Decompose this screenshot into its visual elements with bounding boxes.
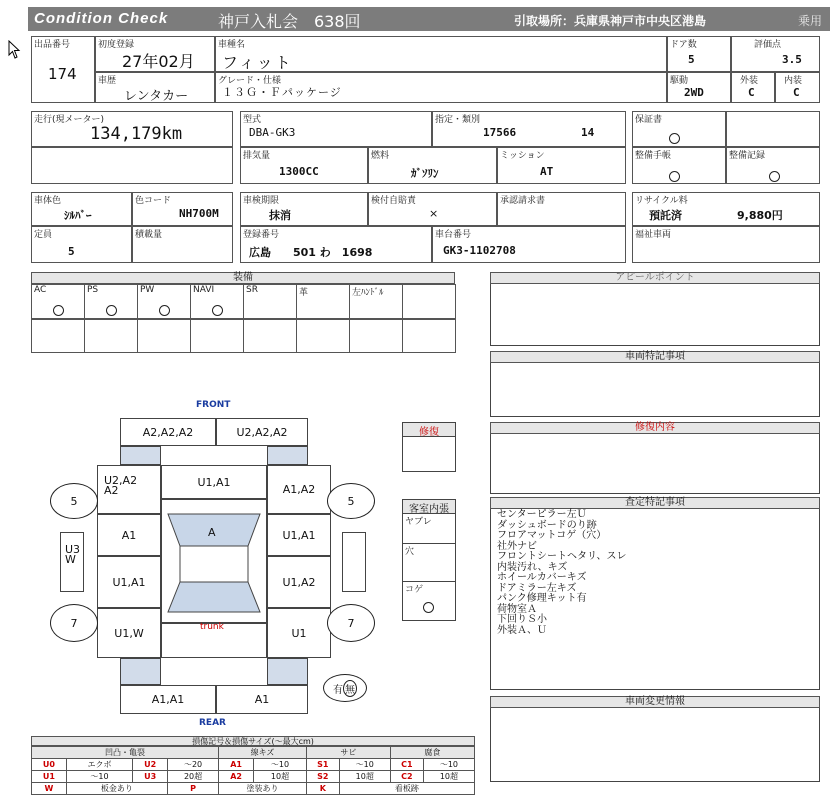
recycle-cell: リサイクル料 預託済 9,880円 (632, 192, 820, 226)
spare-tire (323, 674, 367, 702)
hood: U1,A1 (161, 465, 267, 499)
front-bumper-left: A2,A2,A2 (120, 418, 216, 446)
rear-left-quarter: U1,W (97, 608, 161, 658)
rear-left-door: U1,A1 (97, 556, 161, 608)
capacity-value: 5 (68, 245, 75, 258)
chassis-value: GK3-1102708 (443, 244, 516, 257)
change-info-title: 車両変更情報 (490, 696, 820, 708)
displacement-cell: 排気量 1300CC (240, 147, 368, 184)
grade-cell: グレード・仕様 １３Ｇ・Ｆパッケージ (215, 72, 667, 103)
lot-cell: 出品番号 174 (31, 36, 95, 103)
mouse-cursor-icon (8, 40, 22, 60)
rear-label: REAR (199, 718, 226, 728)
inspection-value: 抹消 (269, 209, 291, 222)
model-name: フィット (222, 53, 293, 72)
interior-cell: 内装 C (775, 72, 820, 103)
equipment-cell (402, 284, 456, 319)
model-cell: 車種名 フィット (215, 36, 667, 72)
rear-bumper-right: A1 (216, 685, 308, 714)
equipment-cell (243, 284, 297, 319)
rear-right-quarter: U1 (267, 608, 331, 658)
manual-present-icon (669, 171, 680, 182)
special-notes-title: 車両特記事項 (490, 351, 820, 363)
equipment-label: SR (246, 285, 258, 295)
manual-cell: 整備手帳 (632, 147, 726, 184)
equipment-cell (84, 284, 138, 319)
wheel-rear-left: 7 (50, 604, 98, 642)
approval-cell: 承認請求書 (497, 192, 626, 226)
inspector-note: ダッシュボードのり跡 (497, 519, 597, 531)
interior-burn-label: コゲ (405, 585, 424, 595)
appeal-title: アピールポイント (490, 272, 820, 284)
inspector-note: 外装Ａ、Ｕ (497, 624, 547, 636)
equipment-extra-cell (31, 319, 85, 353)
warranty-present-icon (669, 133, 680, 144)
equipment-cell (349, 284, 403, 319)
legend-table (31, 746, 475, 795)
roof-damage: A (208, 526, 216, 539)
insurance-cell: 検付自賠責 × (368, 192, 497, 226)
fuel-value: ｶﾞｿﾘﾝ (411, 167, 439, 180)
headlight-right (267, 446, 308, 465)
equipment-extra-cell (296, 319, 350, 353)
equipment-extra-cell (402, 319, 456, 353)
front-left-door: A1 (97, 514, 161, 556)
drive-cell: 駆動 2WD (667, 72, 731, 103)
color-code-cell: 色コード NH700M (132, 192, 233, 226)
spec-model-number: 17566 (483, 126, 517, 139)
interior-box (402, 499, 456, 621)
inspector-note: フロントシートヘタリ、スレ (497, 551, 627, 562)
displacement-value: 1300CC (279, 165, 319, 178)
trunk-label: trunk (200, 622, 224, 632)
wheel-front-left: 5 (50, 483, 98, 519)
damage-legend (31, 736, 475, 795)
appeal-box (490, 272, 820, 346)
mileage-cell: 走行(現メーター) 134,179km (31, 111, 233, 147)
wheel-rear-right: 7 (327, 604, 375, 642)
front-right-fender: A1,A2 (267, 465, 331, 514)
equipment-extra-cell (349, 319, 403, 353)
inspection-cell: 車検期限 抹消 (240, 192, 368, 226)
welfare-cell: 福祉車両 (632, 226, 820, 263)
equipment-label: PS (87, 285, 99, 295)
plate-cell: 登録番号 広島 501 わ 1698 (240, 226, 432, 263)
pickup-location: 引取場所：兵庫県神戸市中央区港島 (514, 14, 707, 28)
color-value: ｼﾙﾊﾞｰ (64, 209, 92, 222)
front-right-door: U1,A1 (267, 514, 331, 556)
equipment-cell (190, 284, 244, 319)
inspector-notes-list (497, 510, 627, 636)
recycle-status: 預託済 (649, 209, 682, 222)
equipment-label: 左ﾊﾝﾄﾞﾙ (352, 288, 384, 298)
warranty-extra-cell (726, 111, 820, 147)
cabin (161, 499, 267, 623)
capacity-cell: 定員 5 (31, 226, 132, 263)
color-code-value: NH700M (179, 207, 219, 220)
rear-bumper-left: A1,A1 (120, 685, 216, 714)
inspector-note: フロアマットコゲ（穴） (497, 530, 607, 541)
fuel-cell: 燃料 ｶﾞｿﾘﾝ (368, 147, 497, 184)
equipment-present-icon (159, 305, 170, 316)
load-cell: 積載量 (132, 226, 233, 263)
type-cell: 型式 DBA-GK3 (240, 111, 432, 147)
burn-present-icon (423, 602, 434, 613)
plate-value: 広島 501 わ 1698 (249, 246, 373, 259)
equipment-present-icon (212, 305, 223, 316)
equipment-extra-cell (190, 319, 244, 353)
right-side-step (342, 532, 366, 592)
wheel-front-right: 5 (327, 483, 375, 519)
legend-row-2: U1 〜10 U3 20超 A2 10超 S2 10超 C2 10超 (32, 771, 475, 783)
equipment-cell (296, 284, 350, 319)
inspector-note: パンク修理キット有 (497, 593, 587, 604)
type-value: DBA-GK3 (249, 126, 296, 139)
trunk-lid (161, 623, 267, 658)
taillight-right (267, 658, 308, 685)
inspector-notes-title: 査定特記事項 (490, 497, 820, 509)
mileage-note-cell (31, 147, 233, 184)
score-cell: 評価点 3.5 (731, 36, 820, 72)
inspector-note: センターピラー左Ｕ (497, 509, 587, 520)
history-cell: 車歴 レンタカー (95, 72, 215, 103)
inspector-note: ドアミラー左キズ (497, 582, 577, 594)
grade-value: １３Ｇ・Ｆパッケージ (222, 86, 342, 99)
legend-title: 損傷記号＆損傷サイズ(〜最大cm) (31, 736, 475, 746)
record-present-icon (769, 171, 780, 182)
vehicle-category: 乗用 (797, 14, 822, 28)
equipment-cell (31, 284, 85, 319)
auction-title: 神戸入札会 638回 (218, 12, 361, 31)
legend-row-1: U0 エクボ U2 〜20 A1 〜10 S1 〜10 C1 〜10 (32, 759, 475, 771)
doors-value: 5 (688, 53, 695, 66)
inspector-note: ホイールカバーキズ (497, 572, 587, 583)
equipment-cell (137, 284, 191, 319)
repair-content-title: 修復内容 (490, 422, 820, 434)
repair-box (402, 422, 456, 472)
recycle-fee: 9,880円 (737, 209, 783, 222)
equipment-extra-cell (84, 319, 138, 353)
special-notes-box (490, 351, 820, 417)
equipment-label: PW (140, 285, 155, 295)
rear-right-door: U1,A2 (267, 556, 331, 608)
interior-hole-label: 穴 (405, 547, 415, 557)
doors-cell: ドア数 5 (667, 36, 731, 72)
inspector-note: 内装汚れ、キズ (497, 561, 568, 573)
score-value: 3.5 (782, 53, 802, 66)
legend-heads-row: 凹凸・亀裂 線キズ サビ 腐食 (32, 747, 475, 759)
color-cell: 車体色 ｼﾙﾊﾞｰ (31, 192, 132, 226)
repair-title: 修復 (403, 423, 455, 437)
inspector-note: 下回りＳ小 (497, 614, 547, 625)
interior-grade: C (793, 86, 800, 99)
insurance-value: × (429, 207, 439, 220)
brand-title: Condition Check (34, 10, 169, 27)
sheet-header (28, 7, 830, 31)
equipment-label: AC (34, 285, 47, 295)
drive-value: 2WD (684, 86, 704, 99)
equipment-present-icon (106, 305, 117, 316)
equipment-present-icon (53, 305, 64, 316)
spec-class-number: 14 (581, 126, 595, 139)
front-left-fender: U2,A2 A2 (97, 465, 161, 514)
chassis-cell: 車台番号 GK3-1102708 (432, 226, 626, 263)
equipment-header: 装備 (31, 272, 455, 284)
history-value: レンタカー (124, 89, 189, 104)
equipment-label: 革 (299, 288, 309, 298)
interior-title: 客室内張 (403, 500, 455, 514)
equipment-label: NAVI (193, 285, 215, 295)
transmission-cell: ミッション AT (497, 147, 626, 184)
inspector-notes-box (490, 497, 820, 690)
front-bumper-right: U2,A2,A2 (216, 418, 308, 446)
front-label: FRONT (196, 400, 231, 410)
transmission-value: AT (540, 165, 554, 178)
reg-cell: 初度登録 27年02月 (95, 36, 215, 72)
inspector-note: 社外ナビ (497, 540, 537, 552)
headlight-left (120, 446, 161, 465)
spec-cell: 指定・類別 17566 14 (432, 111, 626, 147)
left-side-step: U3 W (60, 532, 84, 592)
change-info-box (490, 696, 820, 782)
interior-tear-label: ヤブレ (405, 517, 432, 527)
reg-date: 27年02月 (122, 52, 195, 71)
spare-none-label: 無 (343, 680, 357, 697)
taillight-left (120, 658, 161, 685)
spare-present-label: 有 (333, 684, 343, 696)
exterior-cell: 外装 C (731, 72, 775, 103)
repair-content-box (490, 422, 820, 494)
legend-row-3: W 板金あり P 塗装あり K 看板跡 (32, 783, 475, 795)
inspector-note: 荷物室Ａ (497, 603, 537, 615)
equipment-extra-cell (137, 319, 191, 353)
warranty-cell: 保証書 (632, 111, 726, 147)
exterior-grade: C (748, 86, 755, 99)
record-cell: 整備記録 (726, 147, 820, 184)
mileage-value: 134,179km (90, 124, 183, 144)
windshield-shape (162, 500, 266, 622)
equipment-extra-cell (243, 319, 297, 353)
lot-number: 174 (48, 65, 77, 83)
